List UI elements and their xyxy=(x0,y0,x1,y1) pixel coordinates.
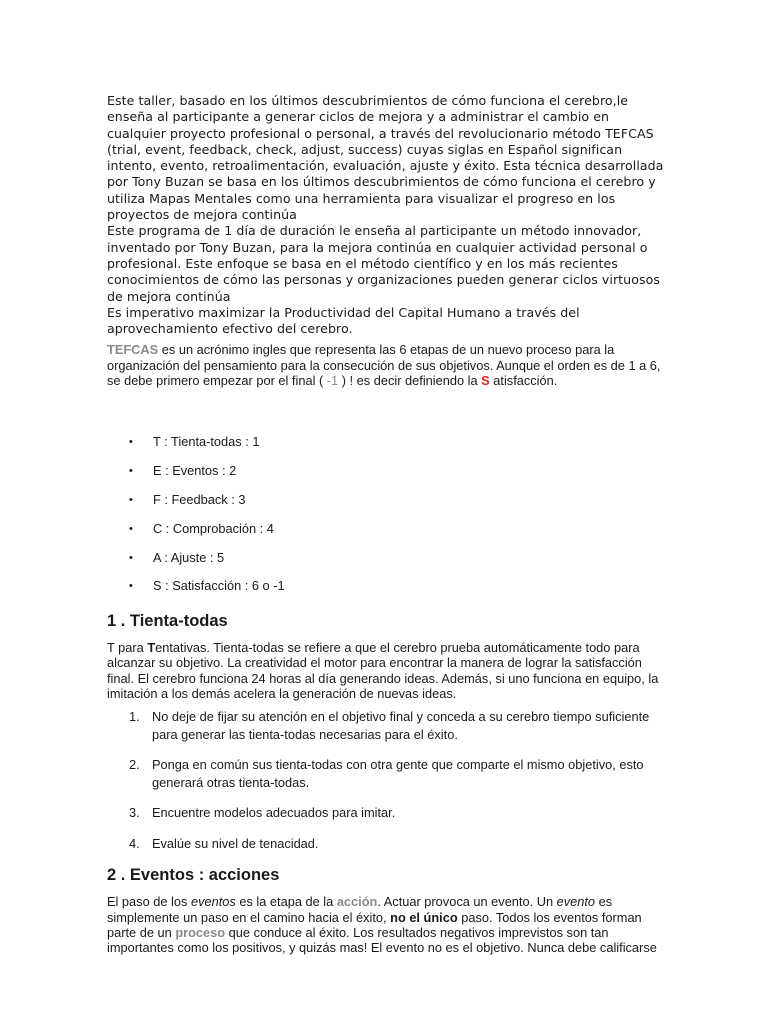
intro-paragraph-2: Este programa de 1 día de duración le enseña al participante un método innovador, inventado por Tony Buzan, para la mejora continúa en cualquier actividad personal o profesional. Este enfoque se basa en el método científico y en los más recientes conocimientos de cómo las personas y organizaciones pueden generar ciclos virtuosos de mejora continúa xyxy=(107,223,660,304)
eventos-text-1: El paso de los xyxy=(107,894,191,910)
eventos-text-4: es simplemente un paso en el camino hacia el éxito, xyxy=(107,894,613,925)
section-heading-eventos: 2 . Eventos : acciones xyxy=(107,866,280,885)
tienta-text-pre: T para xyxy=(107,640,148,656)
eventos-italic: eventos xyxy=(190,894,236,910)
s-letter: S xyxy=(481,373,490,389)
item-text: No deje de fijar su atención en el objetivo final y conceda a su cerebro tiempo suficiente para generar las tienta-todas necesarias para el éxito. xyxy=(152,709,650,742)
list-item xyxy=(107,463,667,492)
step-text: A : Ajuste : 5 xyxy=(153,549,225,565)
list-item xyxy=(107,434,667,463)
list-item xyxy=(107,550,667,579)
list-item xyxy=(107,492,667,521)
tefcas-paragraph xyxy=(107,342,667,388)
item-number: 4. xyxy=(129,835,140,851)
section-heading-tienta-todas: 1 . Tienta-todas xyxy=(107,612,228,631)
item-number: 3. xyxy=(129,805,140,821)
proceso-term: proceso xyxy=(175,924,226,940)
item-number: 2. xyxy=(129,757,140,773)
tefcas-steps-list xyxy=(107,434,667,607)
eventos-text-2: es la etapa de la xyxy=(235,894,337,910)
tefcas-text-2: ) ! es decir definiendo la xyxy=(338,373,482,389)
list-item xyxy=(107,708,667,743)
tienta-text-rest: entativas. Tienta-todas se refiere a que el cerebro prueba automáticamente todo para alcanzar su objetivo. La creatividad el motor para encontrar la manera de lograr la satisfacción final. El cerebro funciona 24 horas al día generando ideas. Además, si uno funciona en equipo, la imitación a los demás acelera la generación de nuevas ideas. xyxy=(107,640,659,702)
bullet-icon: • xyxy=(129,465,133,478)
step-text: E : Eventos : 2 xyxy=(153,463,237,479)
intro-paragraph-3: Es imperativo maximizar la Productividad del Capital Humano a través del aprovechamiento efectivo del cerebro. xyxy=(107,304,580,337)
tefcas-text-3: atisfacción. xyxy=(489,373,558,389)
item-number: 1. xyxy=(129,709,140,725)
step-text: F : Feedback : 3 xyxy=(153,491,246,507)
eventos-text-3: . Actuar provoca un evento. Un xyxy=(377,894,557,910)
eventos-paragraph xyxy=(107,894,667,955)
list-item xyxy=(107,521,667,550)
bullet-icon: • xyxy=(129,436,133,449)
item-text: Evalúe su nivel de tenacidad. xyxy=(152,835,319,851)
list-item xyxy=(107,756,667,791)
eventos-text-6: que conduce al éxito. Los resultados negativos imprevistos son tan importantes como los positivos, y quizás mas! El evento no es el objetivo. Nunca debe calificarse xyxy=(107,924,657,956)
bullet-icon: • xyxy=(129,551,133,564)
minus-one-value: -1 xyxy=(326,373,339,389)
item-text: Ponga en común sus tienta-todas con otra gente que comparte el mismo objetivo, esto generará otras tienta-todas. xyxy=(152,757,644,790)
intro-paragraph-1: Este taller, basado en los últimos descubrimientos de cómo funciona el cerebro,le enseña al participante a generar ciclos de mejora y a administrar el cambio en cualquier proyecto profesional o personal, a través del revolucionario método TEFCAS (trial, event, feedback, check, adjust, success) cuyas siglas en Español significan intento, evento, retroalimentación, evaluación, ajuste y éxito. Esta técnica desarrollada por Tony Buzan se basa en los últimos descubrimientos de cómo funciona el cerebro y utiliza Mapas Mentales como una herramienta para visualizar el progreso en los proyectos de mejora continúa xyxy=(107,93,664,223)
tefcas-text-1: es un acrónimo ingles que representa las 6 etapas de un nuevo proceso para la organización del pensamiento para la consecución de sus objetivos. Aunque el orden es de 1 a 6, se debe primero empezar por el final ( xyxy=(107,342,661,389)
list-item xyxy=(107,578,667,607)
step-text: C : Comprobación : 4 xyxy=(153,520,274,536)
tienta-todas-paragraph xyxy=(107,640,667,701)
list-item xyxy=(107,835,667,853)
list-item xyxy=(107,804,667,822)
step-text: S : Satisfacción : 6 o -1 xyxy=(153,578,285,594)
evento-italic: evento xyxy=(556,894,596,910)
tienta-bold-t: T xyxy=(147,640,156,656)
eventos-text-5: paso. Todos los eventos forman parte de un xyxy=(107,909,642,940)
intro-block xyxy=(107,93,667,337)
item-text: Encuentre modelos adecuados para imitar. xyxy=(152,805,396,821)
step-text: T : Tienta-todas : 1 xyxy=(153,434,260,450)
tefcas-acronym: TEFCAS xyxy=(107,342,159,358)
bullet-icon: • xyxy=(129,522,133,535)
no-el-unico-bold: no el único xyxy=(390,909,458,925)
bullet-icon: • xyxy=(129,493,133,506)
accion-term: acción xyxy=(336,894,378,910)
tienta-todas-advice-list xyxy=(107,708,667,852)
bullet-icon: • xyxy=(129,580,133,593)
page-content xyxy=(107,93,667,956)
